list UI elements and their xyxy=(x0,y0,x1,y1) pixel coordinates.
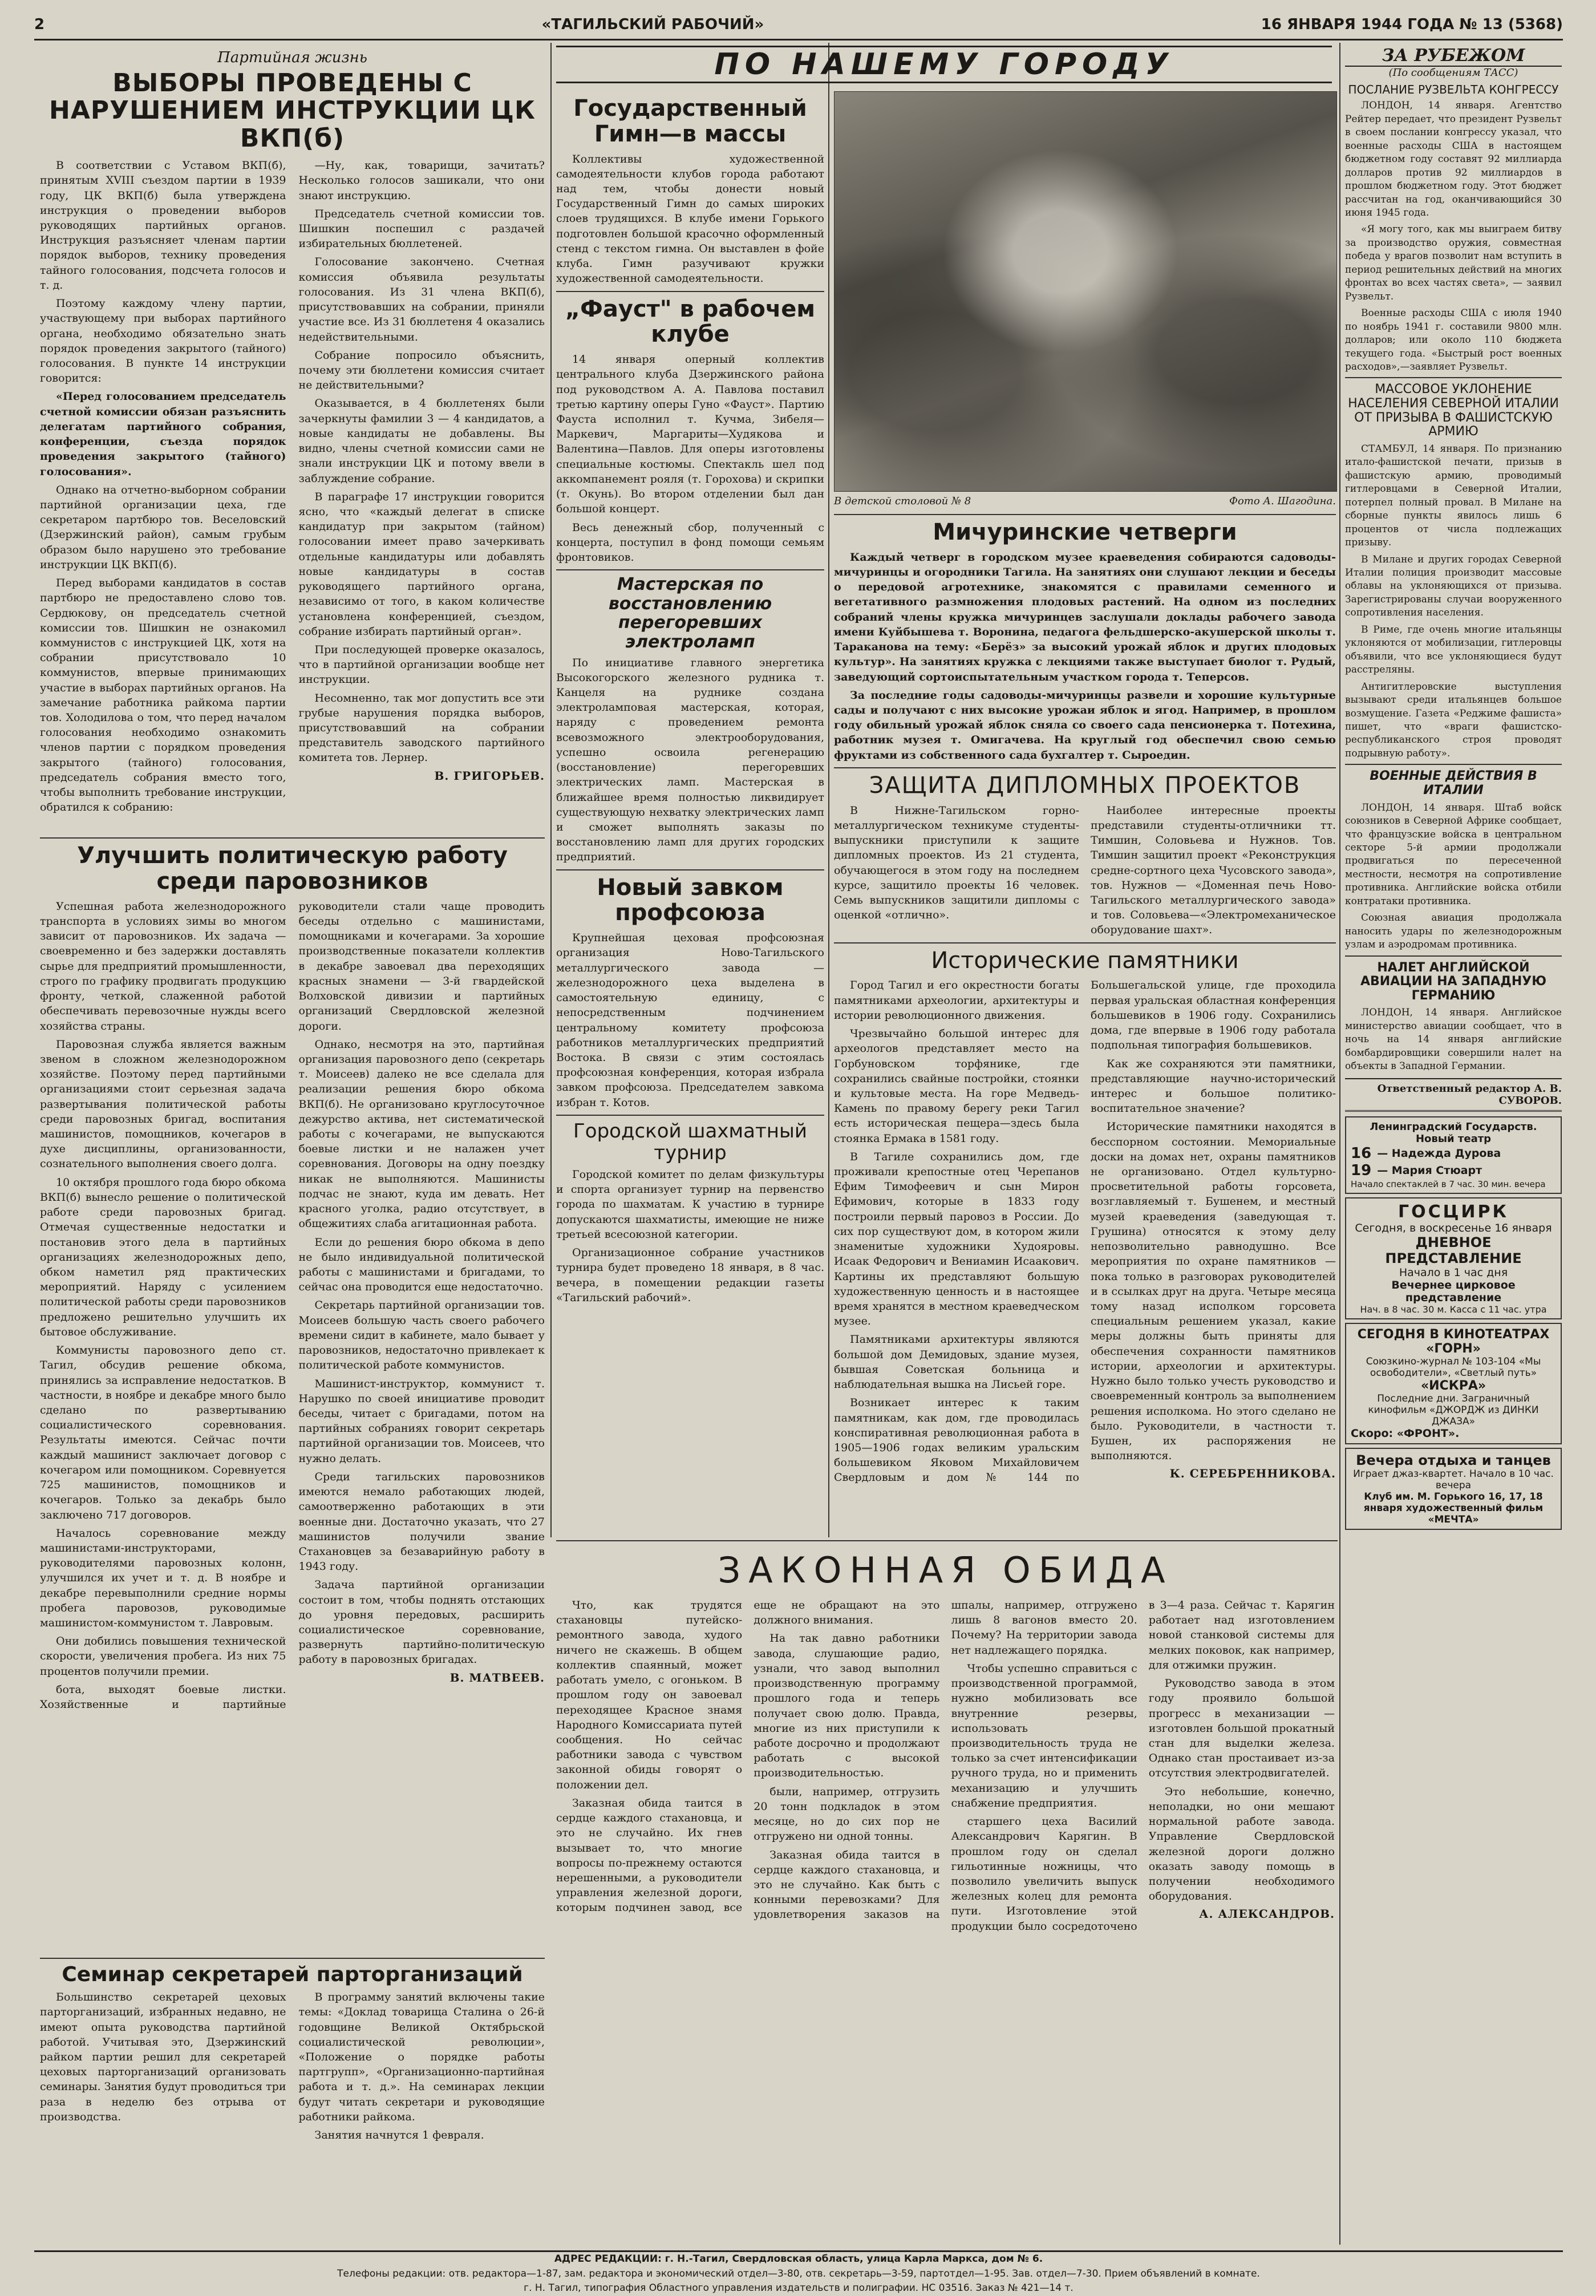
paragraph: ЛОНДОН, 14 января. Английское министерство авиации сообщает, что в ночь на 14 января английские бомбардировщики совершили налет на объекты в Западной Германии. xyxy=(1345,1007,1562,1072)
paragraph: Каждый четверг в городском музее краеведения собираются садоводы-мичуринцы и огородники Тагила. На занятиях они слушают лекции и беседы о передовой агротехнике, знакомятся с правилами семенного и вегетативного размножения плодовых растений. На одном из последних собраний члены кружка мичуринцев заслушали доклады рабочего завода имени Куйбышева т. Воронина, педагога фельдшерско-акушерской школы т. Тараканова на тему: «Берёз» за высокий урожай яблок и других плодовых культур». На занятиях кружка с лекциями также выступает биолог т. Рудый, заведующий сортоиспытательным участком города т. Теперсов. xyxy=(834,550,1336,683)
paragraph: Задача партийной организации состоит в том, чтобы поднять отстающих до уровня передовых, расширить социалистическое соревнование, развернуть партийно-политическую работу в паровозных бригадах. xyxy=(298,1578,545,1666)
section-title: ПО НАШЕМУ ГОРОДУ xyxy=(556,46,1332,83)
paragraph: Голосование закончено. Счетная комиссия объявила результаты голосования. Из 31 члена ВКП(б), присутствовавших на собрании, приняли участие все. Из 31 бюллетеня 4 оказались недействительными. xyxy=(298,256,545,343)
circus-title: ГОСЦИРК xyxy=(1397,1201,1509,1222)
page-number: 2 xyxy=(34,16,45,33)
article-rule xyxy=(1345,764,1562,765)
paragraph: По инициативе главного энергетика Высокогорского железного рудника т. Канцеля на руднике создана электроламповая мастерская, которая, наряду с проведением ремонта всевозможного электрооборудования, успешно освоила регенерацию (восстановление) перегоревших электрических ламп. Мастерская в ближайшее время полностью ликвидирует существующую нехватку электрических ламп и сможет выполнять заказы по восстановлению ламп для других городских предприятий. xyxy=(556,656,824,864)
rubric-subtitle: (По сообщениям ТАСС) xyxy=(1388,67,1518,79)
article-rule xyxy=(556,291,824,292)
newspaper-title: «ТАГИЛЬСКИЙ РАБОЧИЙ» xyxy=(541,16,764,33)
footer-address: АДРЕС РЕДАКЦИИ: г. Н.-Тагил, Свердловская область, улица Карла Маркса, дом № 6. xyxy=(554,2253,1043,2265)
theatre-play: — Мария Стюарт xyxy=(1377,1164,1482,1177)
article-title: „Фауст" в рабочем клубе xyxy=(565,295,816,348)
article-title: НАЛЕТ АНГЛИЙСКОЙ АВИАЦИИ НА ЗАПАДНУЮ ГЕРМАНИЮ xyxy=(1360,960,1547,1003)
abroad-column xyxy=(1345,46,1562,2248)
article-title: ЗАКОННАЯ ОБИДА xyxy=(718,1549,1173,1591)
article-rule xyxy=(834,767,1336,768)
paragraph: 10 октября прошлого года бюро обкома ВКП(б) вынесло решение о политической работе среди паровозных бригад. Отмечая существенные недостатки и постановив этого дела в партийных организациях железнодорожных депо, обком наметил ряд практических мероприятий. Наряду с усилением политической работы среди паровозников предложено решительно улучшить их бытовое обслуживание. xyxy=(40,1176,286,1338)
bottom-article xyxy=(556,1546,1335,2248)
paragraph: старшего цеха Василий Александрович Карягин. В прошлом году он сделал гильотинные ножницы, что позволило увеличить выпуск железных колец для ремонта пути. Изготовление этой продукции было сосредоточено в 3—4 раза. Сейчас т. Карягин работает над изготовлением новой станковой системы для мелких поковок, как например, для отжимки пружин. xyxy=(951,1599,1335,1933)
byline: В. МАТВЕЕВ. xyxy=(449,1670,545,1684)
paragraph: Успешная работа железнодорожного транспорта в условиях зимы во многом зависит от паровозников. Их задача — своевременно и без задержки доставлять сырье для предприятий промышленности, строго по графику продвигать продукцию фронту, четкой, слаженной работой обеспечивать перевозочные нужды всего хозяйства страны. xyxy=(40,900,286,1032)
issue-date: 16 ЯНВАРЯ 1944 ГОДА № 13 (5368) xyxy=(1261,16,1563,33)
cinema-name: «ИСКРА» xyxy=(1420,1378,1486,1393)
paragraph: Город Тагил и его окрестности богаты памятниками археологии, архитектуры и истории революционного движения. xyxy=(834,979,1079,1022)
dance-line: Клуб им. М. Горького 16, 17, 18 января художественный фильм «МЕЧТА» xyxy=(1363,1491,1544,1525)
party-life-column xyxy=(40,46,545,2248)
footer-print: г. Н. Тагил, типография Областного управления издательств и полиграфии. НС 03516. Заказ № 421—14 т. xyxy=(524,2282,1074,2294)
paragraph: были, например, отгрузить 20 тонн подкладок в этом месяце, но до сих пор не отгружено ни одной тонны. xyxy=(754,1785,940,1843)
paragraph: Что, как трудятся стахановцы путейско-ремонтного завода, худого ничего не скажешь. В общем коллектив спаянный, может работать умело, с огоньком. В прошлом году он завоевал переходящее Красное знамя Народного Комиссариата путей сообщения. Но сейчас работники завода с чувством законной обиды говорят о положении дел. xyxy=(556,1599,743,1791)
paragraph: Перед выборами кандидатов в состав партбюро не предоставлено слово тов. Сердюкову, он председатель счетной комиссии тов. Шишкин не ознакомил коммунистов с инструкцией ЦК, хотя на собрании присутствовало 10 коммунистов, впервые принимающих участие в выборах партийных органов. На замечание работника райкома партии тов. Холодилова о том, что перед началом голосования необходимо ознакомить членов партии с порядком проведения закрытого (тайного) голосования, председатель собрания вместо того, чтобы выполнить требование инструкции, обратился к собранию: xyxy=(40,577,286,814)
paragraph: «Я могу того, как мы выиграем битву за производство оружия, совместная победа у врагов позволит нам вступить в период решительных действий на многих фронтах во всех частях света», — заявил Рузвельт. xyxy=(1345,224,1562,302)
article-body xyxy=(834,803,1336,938)
paragraph: В программу занятий включены такие темы: «Доклад товарища Сталина о 26-й годовщине Великой Октябрьской социалистической революции», «Положение о порядке работы партгрупп», «Организационно-партийная работа и т. д.». На семинарах лекции будут читать секретари и руководящие работники райкома. xyxy=(298,1991,545,2123)
photo-caption xyxy=(834,495,1336,507)
paragraph: Большинство секретарей цеховых парторганизаций, избранных недавно, не имеют опыта руководства партийной работой. Учитывая это, Дзержинский райком партии решил для секретарей цеховых парторганизаций организовать семинары. Занятия будут проводиться три раза в неделю без отрыва от производства. xyxy=(40,1991,286,2123)
photo-children-canteen xyxy=(834,91,1337,492)
cinema-name: «ГОРН» xyxy=(1426,1341,1481,1356)
paragraph: Они добились повышения технической скорости, увеличения пробега. Из них 75 процентов получили премии. xyxy=(40,1635,286,1678)
article-body xyxy=(40,899,545,1954)
paragraph: Секретарь партийной организации тов. Моисеев большую часть своего рабочего времени сидит в кабинете, мало бывает у паровозников, недостаточно привлекает к политической работе коммунистов. xyxy=(298,1299,545,1372)
paragraph: —Ну, как, товарищи, зачитать? Несколько голосов зашикали, что они знают инструкцию. xyxy=(298,159,545,202)
theatre-play: — Надежда Дурова xyxy=(1377,1147,1501,1160)
article-rule xyxy=(556,1115,824,1116)
article-rule xyxy=(40,837,545,839)
paragraph: Как же сохраняются эти памятники, представляющие научно-исторический интерес и большое политико-воспитательное значение? xyxy=(1091,1057,1336,1115)
imprint-footer xyxy=(34,2250,1563,2294)
paragraph: Коммунисты паровозного депо ст. Тагил, обсудив решение обкома, принялись за исправление недостатков. В частности, в ноябре и декабре много было сделано по развертыванию социалистического соревнования. Результаты имеются. Сейчас почти каждый машинист заключает договор с кочегаром или помощником. Соревнуется 725 машинистов, помощников и кочегаров. Только за декабрь было заключено 717 договоров. xyxy=(40,1344,286,1521)
paragraph: В Милане и других городах Северной Италии полиция производит массовые облавы на уклоняющихся от призыва. Зарегистрированы случаи вооруженного сопротивления населения. xyxy=(1345,553,1562,619)
paragraph: На так давно работники завода, слушающие радио, узнали, что завод выполнил производственную программу прошлого года и теперь получает свою долю. Правда, многие из них приступили к работе досрочно и продолжают работать с высокой производительностью. xyxy=(754,1632,940,1780)
paragraph: Антигитлеровские выступления вызывают среди итальянцев большое возмущение. Газета «Реджиме фашиста» пишет, что «враги фашистско-республиканского строя проводят подрывную работу». xyxy=(1345,681,1562,759)
paragraph: Несомненно, так мог допустить все эти грубые нарушения порядка выборов, присутствовавший на собрании представитель заводского партийного комитета тов. Лернер. xyxy=(298,691,545,764)
article-title: Мичуринские четверги xyxy=(933,519,1237,545)
article-rule xyxy=(556,869,824,870)
paragraph: СТАМБУЛ, 14 января. По признанию итало-фашистской печати, призыв в фашистскую армию, проводимый гитлеровцами в Северной Италии, потерпел полный провал. В Милане на сборные пункты явилось лишь 6 процентов от числа подлежащих призыву. xyxy=(1345,443,1562,549)
paragraph: В Нижне-Тагильском горно-металлургическом техникуме студенты-выпускники приступили к защите дипломных проектов. Из 21 студента, обучающегося в этом году на последнем курсе, защитило проекты 16 человек. Семь выпускников защитили дипломы с оценкой «отлично». xyxy=(834,804,1079,922)
editor-line: Ответственный редактор А. В. СУВОРОВ. xyxy=(1345,1078,1562,1112)
paragraph: Среди тагильских паровозников имеются немало работающих людей, самоотверженно работающих в эти военные дни. Достаточно указать, что 27 машинистов получили звание Стахановцев за безаварийную работу в 1943 году. xyxy=(298,1470,545,1573)
paragraph: Военные расходы США с июля 1940 по ноябрь 1941 г. составили 9800 млн. долларов; или около 110 бюджета текущего года. «Быстрый рост военных расходов»,—заявляет Рузвельт. xyxy=(1345,307,1562,372)
paragraph: Крупнейшая цеховая профсоюзная организация Ново-Тагильского металлургического завода — железнодорожного цеха выделена в самостоятельную единицу, с непосредственным подчинением центральному комитету профсоюза работников металлургических предприятий Востока. В связи с этим состоялась профсоюзная конференция, которая избрала завком профсоюза. Председателем завкома избран т. Котов. xyxy=(556,932,824,1109)
column-rule xyxy=(550,43,552,1537)
paragraph: Коллективы художественной самодеятельности клубов города работают над тем, чтобы донести новый Государственный Гимн до самых широких слоев трудящихся. В клубе имени Горького подготовлен большой красочно оформленный стенд с текстом гимна. Он выставлен в фойе клуба. Гимн разучивают кружки художественной самодеятельности. xyxy=(556,152,824,285)
paragraph: Чтобы успешно справиться с производственной программой, нужно мобилизовать все внутренние резервы, использовать производительность труда не только за счет интенсификации ручного труда, но и применить механизацию и улучшить снабжение предприятия. xyxy=(951,1662,1137,1809)
article-title: ПОСЛАНИЕ РУЗВЕЛЬТА КОНГРЕССУ xyxy=(1348,83,1559,96)
paragraph: «Перед голосованием председатель счетной комиссии обязан разъяснить делегатам партийного собрания, конференции, съезда порядок проведения закрытого (тайного) голосования». xyxy=(40,390,286,478)
article-title: Государственный Гимн—в массы xyxy=(573,95,807,147)
photo-image xyxy=(835,92,1336,491)
paragraph: Паровозная служба является важным звеном в сложном железнодорожном хозяйстве. Поэтому перед партийными организациями стоит серьезная задача развертывания политической работы среди паровозных бригад, воспитания машинистов, помощников, кочегаров в духе дисциплины, организованности, сознательного выполнения своего долга. xyxy=(40,1038,286,1171)
paragraph: Заказная обида таится в сердце каждого стахановца, и это не случайно. Как быть с конными перевозками? Для удовлетворения заказов на шпалы, например, отгружено лишь 8 вагонов вместо 20. Почему? На территории завода нет надлежащего порядка. xyxy=(754,1599,1137,1921)
article-title: Новый завком профсоюза xyxy=(597,874,784,926)
dance-line: Играет джаз-квартет. Начало в 10 час. вечера xyxy=(1353,1468,1554,1491)
theatre-date: 19 xyxy=(1351,1161,1372,1179)
article-body xyxy=(40,1990,545,2229)
article-title: Городской шахматный турнир xyxy=(573,1119,807,1164)
paragraph: Это небольшие, конечно, неполадки, но они мешают нормальной работе завода. Управление Свердловской железной дороги должно оказать заводу помощь в получении необходимого оборудования. xyxy=(1148,1785,1335,1903)
circus-line: Вечернее цирковое представление xyxy=(1391,1278,1516,1304)
circus-ad xyxy=(1345,1197,1562,1319)
paragraph: Союзная авиация продолжала наносить удары по железнодорожным узлам и аэродромам противника. xyxy=(1345,912,1562,951)
article-rule xyxy=(1345,955,1562,957)
paragraph: Машинист-инструктор, коммунист т. Нарушко по своей инициативе проводит беседы, читает с бригадами, потом на партийных собраниях говорит секретарь партийной организации тов. Моисеев, что нужно делать. xyxy=(298,1377,545,1465)
paragraph: бота, выходят боевые листки. Хозяйственные и партийные руководители стали чаще проводить беседы отдельно с машинистами, помощниками и кочегарами. За хорошие производственные показатели коллектив в декабре завоевал два переходящих красных знамени — 3-й гвардейской Волховской дивизии и партийных организаций Свердловской железной дороги. xyxy=(40,900,545,1711)
article-rule xyxy=(40,1958,545,1959)
circus-line: ДНЕВНОЕ ПРЕДСТАВЛЕНИЕ xyxy=(1385,1234,1522,1266)
cinema-line: Союзкино-журнал № 103-104 «Мы освободители», «Светлый путь» xyxy=(1366,1355,1541,1379)
paragraph: Если до решения бюро обкома в депо не было индивидуальной политической работы с машинистами и бригадами, то сейчас она проводится еще недостаточно. xyxy=(298,1236,545,1294)
dance-ad xyxy=(1345,1448,1562,1530)
article-title: Исторические памятники xyxy=(931,947,1239,974)
paragraph: ЛОНДОН, 14 января. Агентство Рейтер передает, что президент Рузвельт в своем послании конгрессу указал, что военные расходы США в настоящем бюджетном году составят 92 миллиарда долларов против 92 миллиардов в прошлом бюджетном году. Этот бюджет рассчитан на год, оканчивающийся 30 июня 1945 года. xyxy=(1345,100,1562,219)
theatre-show xyxy=(1351,1145,1556,1162)
paragraph: Памятниками архитектуры являются большой дом Демидовых, здание музея, бывшая Советская больница и наблюдательная вышка на Лисьей горе. xyxy=(834,1333,1079,1391)
paragraph: 14 января оперный коллектив центрального клуба Дзержинского района под руководством А. А. Павлова поставил третью картину оперы Гуно «Фауст». Партию Фауста исполнил т. Кучма, Зибеля—Маркевич, Маргариты—Худякова и Валентина—Павлов. Для оперы изготовлены специальные костюмы. Спектакль шел под аккомпанемент рояля (т. Горохова) и скрипки (т. Окунь). Во втором отделении был дан большой концерт. xyxy=(556,353,824,516)
paragraph: Организационное собрание участников турнира будет проведено 18 января, в 8 час. вечера, в помещении редакции газеты «Тагильский рабочий». xyxy=(556,1246,824,1304)
paragraph: Наиболее интересные проекты представили студенты-отличники тт. Тимшин, Соловьева и Нужнов. Тов. Тимшин защитил проект «Реконструкция средне-сортного цеха Чусовского завода», тов. Нужнов — «Доменная печь Ново-Тагильского металлургического завода» и тов. Соловьева—«Электромеханическое оборудование шахт». xyxy=(1091,804,1336,937)
article-rule xyxy=(1345,377,1562,378)
article-rule xyxy=(834,514,1336,515)
theatre-note: Начало спектаклей в 7 час. 30 мин. вечера xyxy=(1351,1179,1546,1189)
cinema-title: СЕГОДНЯ В КИНОТЕАТРАХ xyxy=(1357,1327,1550,1342)
article-body xyxy=(556,1598,1335,2231)
article-body xyxy=(834,978,1336,1548)
paragraph: Собрание попросило объяснить, почему эти бюллетени комиссия считает не действительными? xyxy=(298,349,545,392)
paragraph: Чрезвычайно большой интерес для археологов представляет место на Горбуновском торфянике, где сохранились свайные постройки, стоянки и культовые места. На горе Медведь-Камень по правому берегу реки Тагил есть историческая пещера—здесь была стоянка Ермака в 1581 году. xyxy=(834,1027,1079,1145)
paragraph: В Риме, где очень многие итальянцы уклоняются от мобилизации, гитлеровцы объявили, что все уклоняющиеся будут расстреляны. xyxy=(1345,623,1562,676)
article-title: Улучшить политическую работу среди паровозников xyxy=(77,843,508,894)
article-title: МАССОВОЕ УКЛОНЕНИЕ НАСЕЛЕНИЯ СЕВЕРНОЙ ИТАЛИИ ОТ ПРИЗЫВА В ФАШИСТСКУЮ АРМИЮ xyxy=(1348,382,1559,439)
rubric: ЗА РУБЕЖОМ xyxy=(1345,46,1562,67)
paragraph: Началось соревнование между машинистами-инструкторами, руководителями паровозных колонн, улучшился их учет и т. д. В ноябре и декабре перевыполнили средние нормы пробега паровозов, руководимые машинистом-коммунистом т. Лавровым. xyxy=(40,1526,286,1630)
footer-phones: Телефоны редакции: отв. редактора—1-87, зам. редактора и экономический отдел—3-80, отв. секретарь—3-59, партотдел—1-95. Зав. отдел—7-30. Прием объявлений в комнате. xyxy=(337,2267,1260,2279)
theatre-show xyxy=(1351,1162,1556,1179)
article-title: Семинар секретарей парторганизаций xyxy=(62,1962,523,1986)
byline: А. АЛЕКСАНДРОВ. xyxy=(1199,1907,1335,1921)
article-title: Мастерская по восстановлению перегоревших электроламп xyxy=(608,574,772,652)
circus-line: Нач. в 8 час. 30 м. Касса с 11 час. утра xyxy=(1360,1303,1547,1315)
cinema-soon: Скоро: «ФРОНТ». xyxy=(1351,1427,1460,1440)
paragraph: Возникает интерес к таким памятникам, как дом, где проводилась конспиративная революционная работа в 1905—1906 годах великим уральским большевиком Яковом Михайловичем Свердловым и дом № 144 по Большегальской улице, где проходила первая уральская областная конференция большевиков в 1906 году. Сохранились дома, где впервые в 1906 году работала подпольная типография большевиков. xyxy=(834,979,1336,1484)
article-rule xyxy=(834,942,1336,943)
paragraph: Оказывается, в 4 бюллетенях были зачеркнуты фамилии 3 — 4 кандидатов, а новые кандидаты не добавлены. Вы видно, члены счетной комиссии сами не знали инструкции ЦК и потому ввели в заблуждение собрание. xyxy=(298,397,545,485)
rubric: Партийная жизнь xyxy=(217,49,367,66)
photo-caption-text: В детской столовой № 8 xyxy=(834,495,971,507)
article-rule xyxy=(556,569,824,570)
theatre-title: Ленинградский Государств. Новый театр xyxy=(1370,1120,1537,1145)
paragraph: Поэтому каждому члену партии, участвующему при выборах партийного органа, необходимо обязательно знать порядок проведения закрытого (тайного) голосования. В пункте 14 инструкции говорится: xyxy=(40,297,286,385)
article-title: ВЫБОРЫ ПРОВЕДЕНЫ С НАРУШЕНИЕМ ИНСТРУКЦИИ ЦК ВКП(б) xyxy=(49,68,536,153)
paragraph: Исторические памятники находятся в бесспорном состоянии. Мемориальные доски на домах нет, охраны памятников не организовано. Отдел культурно-просветительной работы горсовета, возглавляемый т. Бушенем, и местный музей краеведения (заведующая т. Грушина) относятся к этому делу непозволительно равнодушно. Все мероприятия по охране памятников — пока только в разговорах руководителей и в ссылках друг на друга. Четыре месяца тому назад исполком горсовета специальным решением указал, какие меры должны быть приняты для обеспечения сохранности памятников истории, археологии и архитектуры. Нужно было только учесть руководство и своевременный контроль за выполнением решения исполкома. Но этого сделано не было. Руководители, в частности т. Бушен, их распоряжения не выполняются. xyxy=(1091,1120,1336,1463)
theatre-date: 16 xyxy=(1351,1144,1372,1162)
paragraph: Однако, несмотря на это, партийная организация паровозного депо (секретарь т. Моисеев) далеко не все сделала для реализации решения бюро обкома ВКП(б). Не организовано круглосуточное дежурство актива, нет систематической работы с кочегарами, не выпускаются боевые листки и не налажен учет соревнования. Договоры на одну поездку никак не выполняются. Машинисты подчас не знают, куда им девать. Нет красного уголка, радио отсутствует, в общежитиях слаба агитационная работа. xyxy=(298,1038,545,1230)
article-body xyxy=(40,158,545,834)
cinema-line: Последние дни. Заграничный кинофильм «ДЖОРДЖ из ДИНКИ ДЖАЗА» xyxy=(1368,1392,1539,1427)
circus-line: Сегодня, в воскресенье 16 января xyxy=(1355,1221,1552,1234)
article-title: ВОЕННЫЕ ДЕЙСТВИЯ В ИТАЛИИ xyxy=(1370,769,1537,797)
paragraph: Однако на отчетно-выборном собрании партийной организации цеха, где секретаром партбюро тов. Веселовский (Дзержинский район), самым грубым образом было нарушено это требование инструкции ЦК ВКП(б). xyxy=(40,483,286,571)
cinema-ad xyxy=(1345,1323,1562,1444)
paragraph: Весь денежный сбор, полученный с концерта, поступил в фонд помощи семьям фронтовиков. xyxy=(556,521,824,564)
paragraph: Занятия начнутся 1 февраля. xyxy=(314,2129,484,2142)
paragraph: За последние годы садоводы-мичуринцы развели и хорошие культурные сады и получают с них высокие урожаи яблок и ягод. Например, в прошлом году обильный урожай яблок сняла со своего сада пенсионерка т. Потехина, работник музея т. Омигачева. На круглый год обеспечил свою семью фруктами из собственного сада бухгалтер т. Сыроедин. xyxy=(834,689,1336,762)
paragraph: В Тагиле сохранились дом, где проживали крепостные отец Черепанов Ефим Тимофеевич и сын Мирон Ефимович, которые в 1833 году построили первый паровоз в России. До сих пор существуют дом, в котором жили знаменитые художники Худояровы. Исаак Федорович и Вениамин Исаакович. Картины их представляют большую художественную ценность и в настоящее время хранятся в местном краеведческом музее. xyxy=(834,1150,1079,1328)
city-column xyxy=(834,91,1336,1537)
byline: В. ГРИГОРЬЕВ. xyxy=(434,768,545,783)
circus-line: Начало в 1 час дня xyxy=(1399,1266,1508,1279)
column-rule xyxy=(1339,43,1340,2245)
masthead xyxy=(34,10,1563,41)
paragraph: Председатель счетной комиссии тов. Шишкин поспешил с раздачей избирательных бюллетеней. xyxy=(298,207,545,250)
paragraph: В параграфе 17 инструкции говорится ясно, что «каждый делегат в списке кандидатур при закрытом (тайном) голосовании имеет право зачеркивать отдельные кандидатуры или добавлять новые кандидатуры в состав руководящего партийного органа, независимо от того, в каком количестве установлена конференцией, съездом, собрание избирать партийный орган». xyxy=(298,490,545,638)
dance-title: Вечера отдыха и танцев xyxy=(1356,1452,1551,1468)
theatre-ad xyxy=(1345,1116,1562,1194)
byline: К. СЕРЕБРЕННИКОВА. xyxy=(1169,1467,1336,1481)
paragraph: Городской комитет по делам физкультуры и спорта организует турнир на первенство города по шахматам. К участию в турнире допускаются шахматисты, имеющие не ниже третьей всесоюзной категории. xyxy=(556,1168,824,1241)
paragraph: Руководство завода в этом году проявило большой прогресс в механизации — изготовлен большой прокатный стан для выделки железа. Однако стан простаивает из-за отсутствия электродвигателей. xyxy=(1148,1677,1335,1780)
column-rule xyxy=(828,43,829,1537)
article-title: ЗАЩИТА ДИПЛОМНЫХ ПРОЕКТОВ xyxy=(869,772,1301,799)
photo-credit: Фото А. Шагодина. xyxy=(1229,495,1336,507)
paragraph: Заказная обида таится в сердце каждого стахановца, и это не случайно. Их гнев вызывает то, что многие вопросы по-прежнему остаются нерешенными, а руководители управления железной дороги, которым подчинен завод, все еще не обращают на это должного внимания. xyxy=(556,1599,940,1914)
paragraph: В соответствии с Уставом ВКП(б), принятым XVIII съездом партии в 1939 году, ЦК ВКП(б) была утверждена инструкция о проведении выборов руководящих партийных органов. Инструкция разъясняет членам партии порядок выборов, технику проведения тайного голосования, подсчета голосов и т. д. xyxy=(40,159,286,291)
paragraph: ЛОНДОН, 14 января. Штаб войск союзников в Северной Африке сообщает, что французские войска в центральном секторе 5-й армии продолжали продвигаться по пересеченной местности, несмотря на сопротивление противника. Английские войска отбили контратаки противника. xyxy=(1345,801,1562,907)
paragraph: При последующей проверке оказалось, что в партийной организации вообще нет инструкции. xyxy=(298,643,545,686)
